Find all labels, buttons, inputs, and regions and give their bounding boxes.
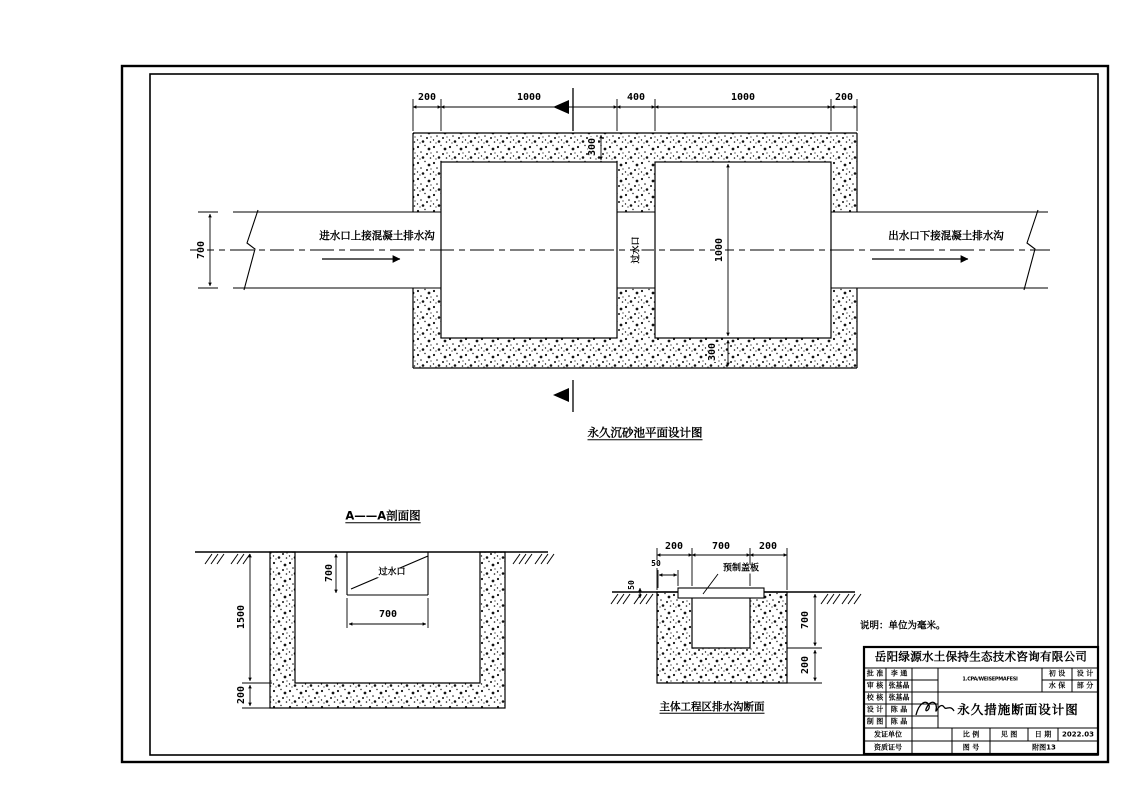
dim-opening-width: 700 (378, 609, 398, 620)
approve-label: 批 准 (866, 669, 884, 678)
design-name: 陈 晶 (890, 705, 908, 714)
dim-chamber-left: 1000 (516, 92, 542, 103)
draft-label: 制 图 (866, 717, 884, 726)
stage-bot-right: 部 分 (1076, 681, 1094, 690)
issuer-label: 发证单位 (874, 730, 902, 739)
precast-cover-plate (678, 588, 764, 598)
dim-wall-top: 300 (587, 137, 598, 157)
designer-signature (916, 702, 954, 715)
dim-opening-height: 700 (324, 563, 335, 583)
ditch-caption: 主体工程区排水沟断面 (659, 700, 765, 713)
plan-view (190, 88, 1050, 412)
dim-depth-1500: 1500 (236, 604, 247, 630)
review-label: 审 核 (866, 681, 884, 690)
dim-ditch-slab: 200 (800, 655, 811, 675)
stage-top-left: 初 设 (1048, 669, 1066, 678)
dim-ditch-wall-right: 200 (758, 541, 778, 552)
fig-number-label: 图 号 (962, 743, 980, 752)
approve-name: 李 通 (890, 669, 908, 678)
check-name: 张基晶 (888, 693, 910, 702)
dim-ditch-width: 700 (711, 541, 731, 552)
dim-chamber-width: 1000 (714, 237, 725, 263)
dim-cover-thickness: 50 (627, 580, 636, 590)
dim-wall-bottom: 300 (707, 342, 718, 362)
aa-opening-label: 过水口 (378, 567, 406, 578)
plan-opening-label: 过水口 (631, 236, 642, 264)
scale-label: 比 例 (962, 730, 980, 739)
draft-name: 陈 晶 (890, 717, 908, 726)
stage-top-right: 设 计 (1076, 669, 1094, 678)
review-name: 张基晶 (888, 681, 910, 690)
cover-plate-label: 预制盖板 (722, 563, 760, 574)
dim-wall-right: 200 (834, 92, 854, 103)
stage-bot-left: 水 保 (1048, 681, 1066, 690)
company-name: 岳阳绿源水土保持生态技术咨询有限公司 (874, 649, 1088, 664)
dim-ditch-wall-left: 200 (664, 541, 684, 552)
dim-cover-bearing: 50 (651, 559, 661, 568)
fig-number-value: 附图13 (1032, 743, 1056, 752)
scale-value: 见 图 (1000, 730, 1018, 739)
cert-label: 资质证号 (874, 743, 902, 752)
check-label: 校 核 (866, 693, 884, 702)
section-aa-view (195, 552, 554, 708)
date-value: 2022.03 (1062, 730, 1094, 739)
section-aa-caption: A——A剖面图 (345, 508, 421, 523)
dim-slab-200: 200 (236, 685, 247, 705)
plan-caption: 永久沉砂池平面设计图 (587, 425, 703, 440)
date-label: 日 期 (1034, 730, 1052, 739)
dim-chamber-right: 1000 (730, 92, 756, 103)
project-code: 1.CPA/WEISEPMAFESI (962, 676, 1018, 683)
drawing-title: 永久措施断面设计图 (957, 701, 1079, 717)
design-label: 设 计 (866, 705, 884, 714)
dim-ditch-depth: 700 (800, 610, 811, 630)
outlet-label: 出水口下接混凝土排水沟 (888, 229, 1004, 242)
dim-channel-width: 700 (196, 240, 207, 260)
inlet-label: 进水口上接混凝土排水沟 (319, 229, 435, 242)
units-note: 说明：单位为毫米。 (860, 620, 946, 632)
dim-wall-left: 200 (417, 92, 437, 103)
dim-divider: 400 (626, 92, 646, 103)
